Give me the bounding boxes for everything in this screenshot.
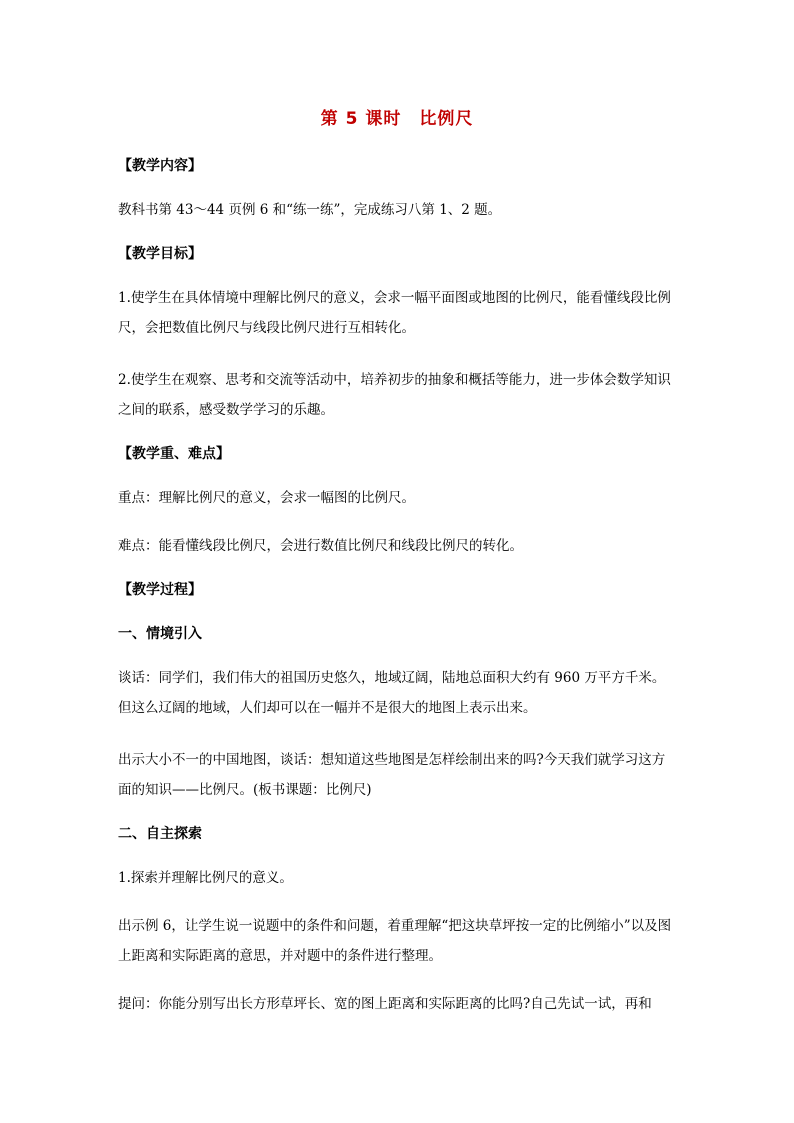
- teaching-goal-1: 1.使学生在具体情境中理解比例尺的意义，会求一幅平面图或地图的比例尺，能看懂线段比例尺，会把数值比例尺与线段比例尺进行互相转化。: [118, 290, 671, 336]
- part-2-heading: 二、自主探索: [118, 826, 202, 842]
- part-2-paragraph-2: 提问：你能分别写出长方形草坪长、宽的图上距离和实际距离的比吗?自己先试一试，再和: [118, 996, 652, 1012]
- teaching-content-text: 教科书第 43～44 页例 6 和“练一练”，完成练习八第 1、2 题。: [118, 202, 502, 218]
- part-2-item-1: 1.探索并理解比例尺的意义。: [118, 870, 293, 886]
- teaching-goals-heading: 【教学目标】: [118, 246, 202, 262]
- teaching-goal-2: 2.使学生在观察、思考和交流等活动中，培养初步的抽象和概括等能力，进一步体会数学知识之间的联系，感受数学学习的乐趣。: [118, 372, 671, 418]
- part-2-paragraph-1: 出示例 6，让学生说一说题中的条件和问题，着重理解“把这块草坪按一定的比例缩小”以及图上距离和实际距离的意思，并对题中的条件进行整理。: [118, 918, 672, 964]
- difficult-point-text: 难点：能看懂线段比例尺，会进行数值比例尺和线段比例尺的转化。: [118, 538, 523, 554]
- teaching-content-heading: 【教学内容】: [118, 158, 202, 174]
- key-point-text: 重点：理解比例尺的意义，会求一幅图的比例尺。: [118, 490, 415, 506]
- teaching-process-heading: 【教学过程】: [118, 582, 202, 598]
- part-1-paragraph-2: 出示大小不一的中国地图，谈话：想知道这些地图是怎样绘制出来的吗?今天我们就学习这方面的知识——比例尺。(板书课题：比例尺): [118, 752, 666, 798]
- part-1-heading: 一、情境引入: [118, 626, 202, 642]
- key-difficult-heading: 【教学重、难点】: [118, 446, 230, 462]
- page-title: 第 5 课时 比例尺: [320, 109, 474, 129]
- document-body: [118, 155, 678, 1019]
- part-1-paragraph-1: 谈话：同学们，我们伟大的祖国历史悠久，地域辽阔，陆地总面积大约有 960 万平方千米。但这么辽阔的地域，人们却可以在一幅并不是很大的地图上表示出来。: [118, 670, 666, 716]
